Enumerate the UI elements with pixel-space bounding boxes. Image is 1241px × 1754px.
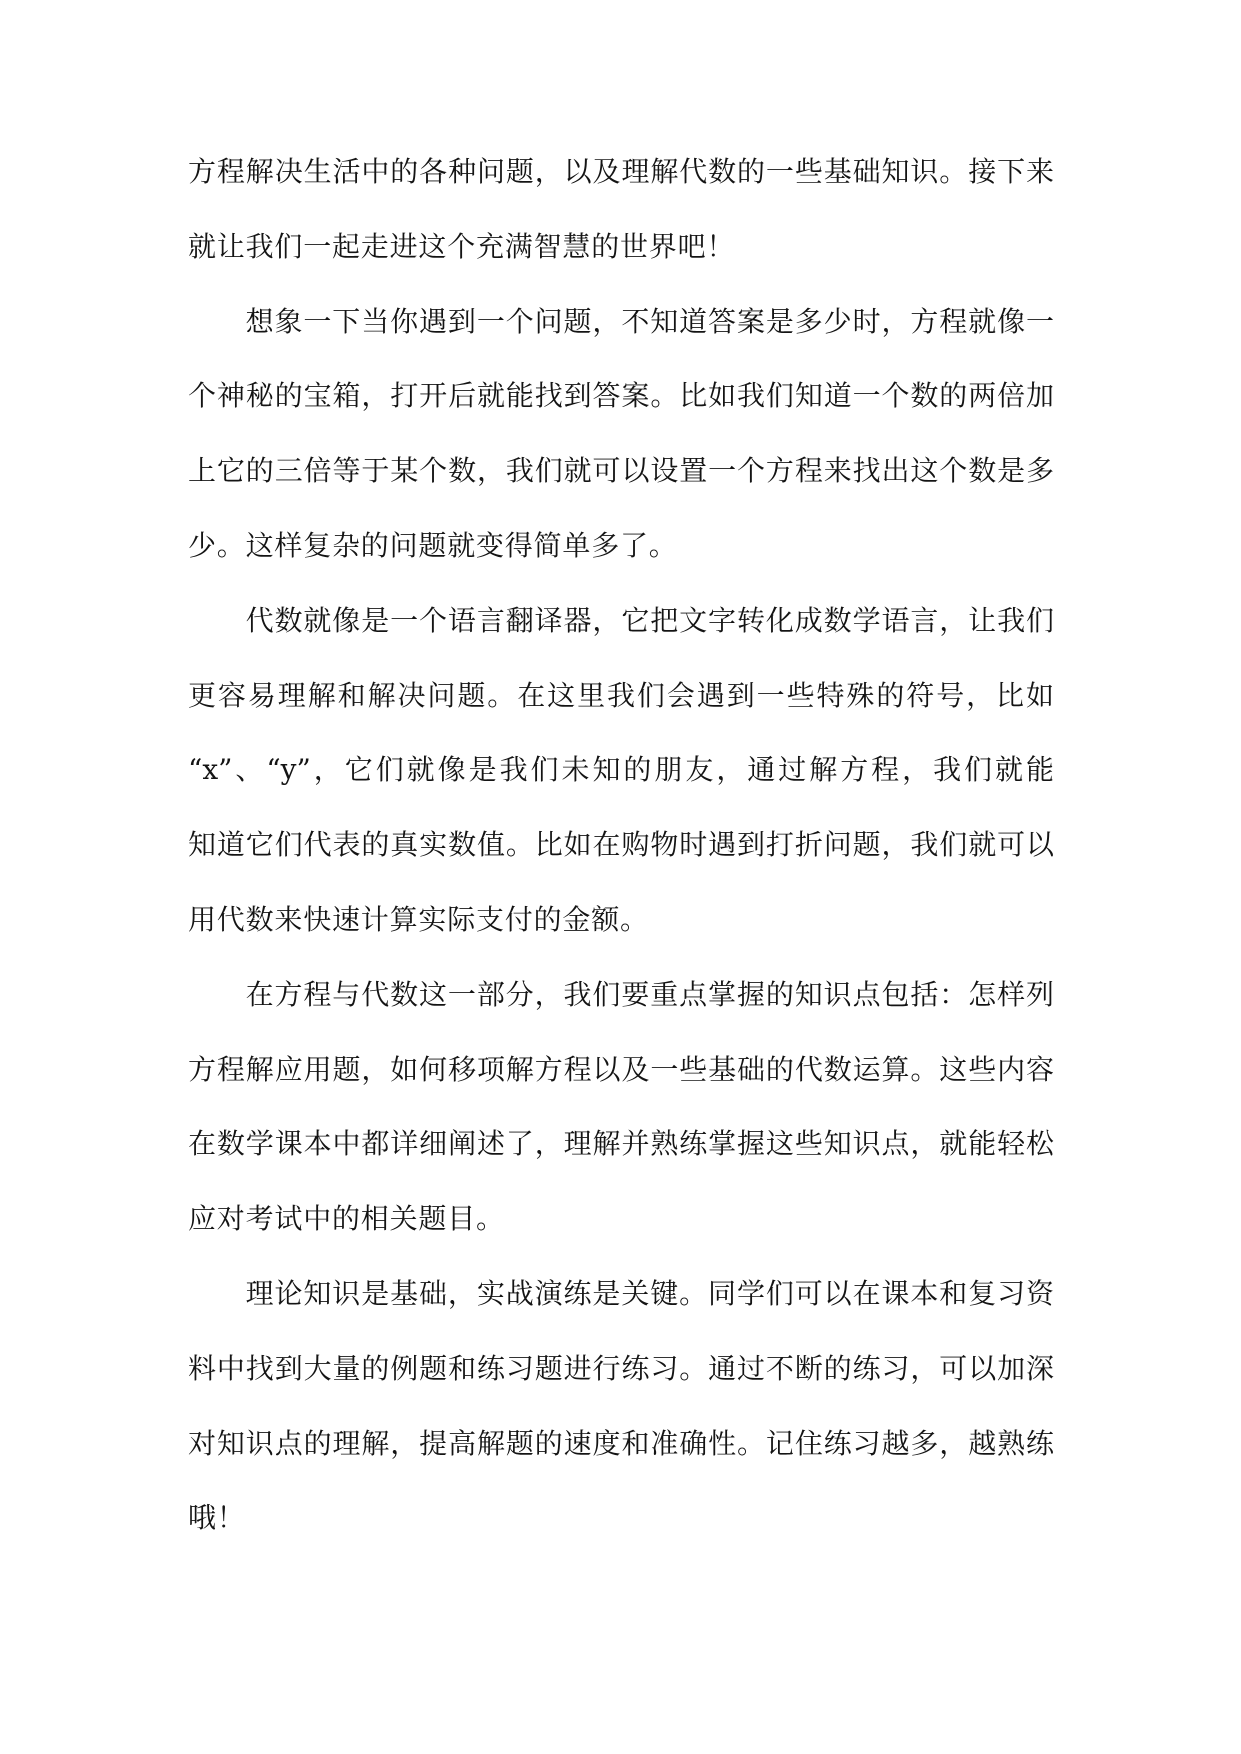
text-line: 料中找到大量的例题和练习题进行练习。通过不断的练习，可以加深 <box>188 1351 1054 1385</box>
text-line: 上它的三倍等于某个数，我们就可以设置一个方程来找出这个数是多 <box>188 454 1054 488</box>
text-line: 代数就像是一个语言翻译器，它把文字转化成数学语言，让我们 <box>245 603 1054 637</box>
text-line: 理论知识是基础，实战演练是关键。同学们可以在课本和复习资 <box>245 1276 1054 1310</box>
text-line: 对知识点的理解，提高解题的速度和准确性。记住练习越多，越熟练 <box>188 1426 1054 1460</box>
text-line: 就让我们一起走进这个充满智慧的世界吧！ <box>188 229 736 263</box>
text-line: 用代数来快速计算实际支付的金额。 <box>188 902 649 936</box>
text-line: 在数学课本中都详细阐述了，理解并熟练掌握这些知识点，就能轻松 <box>188 1127 1054 1161</box>
paragraph-2 <box>188 285 1054 584</box>
body-text <box>188 135 1054 1556</box>
text-line: 方程解决生活中的各种问题，以及理解代数的一些基础知识。接下来 <box>188 155 1054 188</box>
text-line: 少。这样复杂的问题就变得简单多了。 <box>188 528 678 562</box>
paragraph-1 <box>188 135 1054 285</box>
text-line: 哦！ <box>188 1501 246 1535</box>
text-line: 在方程与代数这一部分，我们要重点掌握的知识点包括：怎样列 <box>245 977 1054 1011</box>
paragraph-5 <box>188 1257 1054 1556</box>
text-line: 知道它们代表的真实数值。比如在购物时遇到打折问题，我们就可以 <box>188 828 1054 862</box>
text-line: 方程解应用题，如何移项解方程以及一些基础的代数运算。这些内容 <box>188 1052 1054 1086</box>
paragraph-3 <box>188 584 1054 958</box>
text-line: 想象一下当你遇到一个问题，不知道答案是多少时，方程就像一 <box>245 304 1054 338</box>
text-line: 应对考试中的相关题目。 <box>188 1202 505 1236</box>
text-line: 更容易理解和解决问题。在这里我们会遇到一些特殊的符号，比如 <box>188 678 1054 712</box>
text-line: “x”、“y”，它们就像是我们未知的朋友，通过解方程，我们就能 <box>188 753 1054 787</box>
paragraph-4 <box>188 958 1054 1257</box>
text-line: 个神秘的宝箱，打开后就能找到答案。比如我们知道一个数的两倍加 <box>188 379 1054 413</box>
